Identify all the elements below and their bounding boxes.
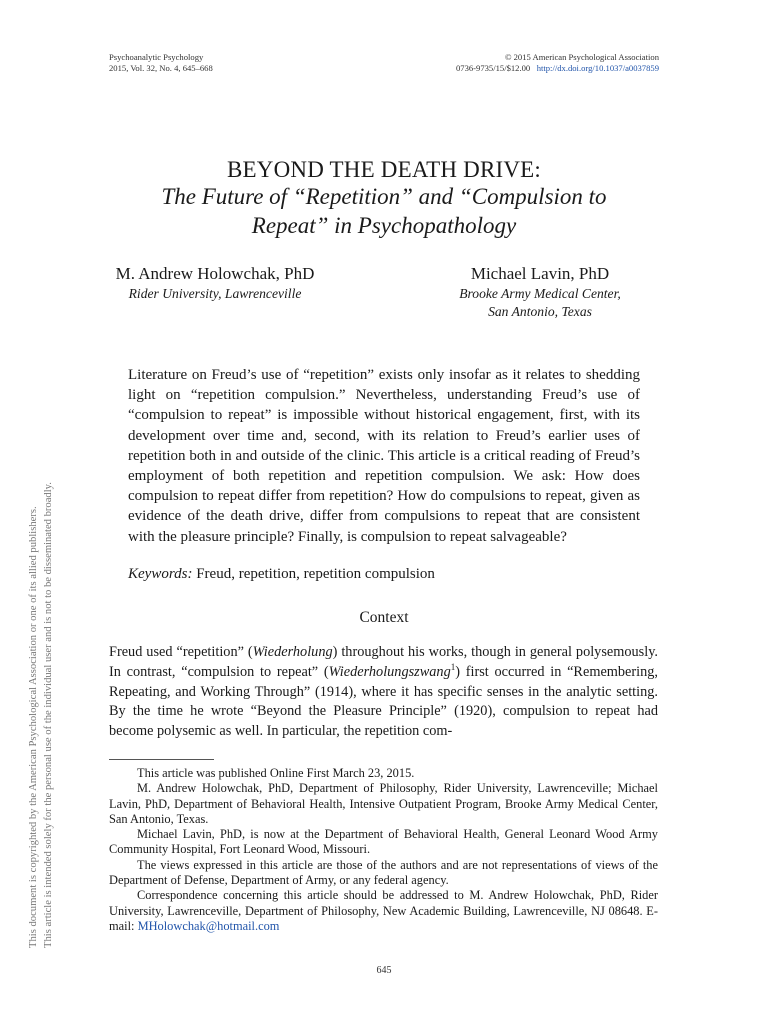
journal-header-right — [456, 52, 659, 73]
author-block-1 — [100, 263, 330, 303]
correspondence-text: Correspondence concerning this article should be addressed to M. Andrew Holowchak, PhD, Rider University, Lawrenceville, Department of Philosophy, New Academic Building, Lawrenceville, NJ 08648. E-mail: — [109, 888, 658, 933]
footnote-published: This article was published Online First March 23, 2015. — [137, 766, 415, 780]
body-text-segment: ) first occurred in “Remembering, Repeating, and Working Through” (1914), where it has specific senses in the analytic setting. By the time he wrote “Beyond the Pleasure Principle” (1920), compulsion to repeat had become polysemic as well. In particular, the repetition com- — [109, 663, 659, 740]
footnotes — [109, 766, 658, 934]
footnote-correspondence — [109, 888, 658, 934]
footnote-affiliations: M. Andrew Holowchak, PhD, Department of Philosophy, Rider University, Lawrenceville; Michael Lavin, PhD, Department of Behavioral Health, Intensive Outpatient Program, Brooke Army Medical Center, San Antonio, Texas. — [109, 781, 658, 826]
footnote-marker[interactable]: 1 — [450, 662, 456, 673]
author-block-2 — [420, 263, 660, 321]
copyright-side-notice — [26, 0, 56, 948]
article-subtitle — [100, 183, 668, 240]
journal-name: Psychoanalytic Psychology — [109, 52, 204, 62]
author-affiliation: Brooke Army Medical Center, — [459, 286, 621, 301]
doi-link[interactable]: http://dx.doi.org/10.1037/a0037859 — [536, 62, 659, 73]
author-name: Michael Lavin, PhD — [470, 264, 610, 283]
page-number: 645 — [376, 965, 392, 976]
subtitle-line-1: The Future of “Repetition” and “Compulsion to — [161, 184, 607, 209]
german-term: Wiederholungszwang — [328, 663, 451, 680]
body-paragraph — [109, 643, 658, 742]
subtitle-line-2: Repeat” in Psychopathology — [251, 212, 517, 238]
issn-doi-line — [456, 63, 659, 74]
german-term: Wiederholung — [252, 644, 333, 660]
journal-header-left — [109, 52, 213, 73]
author-affiliation-line-2: San Antonio, Texas — [488, 304, 592, 319]
footnote-views: The views expressed in this article are those of the authors and are not representations of views of the Department of Defense, Department of Army, or any federal agency. — [109, 857, 658, 888]
side-notice-line-2: This article is intended solely for the personal use of the individual user and is not to be disseminated broadly. — [43, 482, 54, 948]
copyright-line: © 2015 American Psychological Association — [504, 52, 659, 62]
article-title: BEYOND THE DEATH DRIVE: — [226, 157, 541, 182]
author-affiliation: Rider University, Lawrenceville — [128, 286, 302, 301]
author-name: M. Andrew Holowchak, PhD — [115, 264, 315, 283]
journal-volume: 2015, Vol. 32, No. 4, 645–668 — [109, 62, 213, 73]
section-heading: Context — [359, 609, 409, 626]
issn: 0736-9735/15/$12.00 — [455, 62, 531, 73]
body-text-segment: ) throughout his works, though in general polysemously. In contrast, “compulsion to repeat” ( — [109, 644, 658, 680]
footnote-divider — [109, 759, 214, 760]
email-link[interactable]: MHolowchak@hotmail.com — [137, 918, 280, 933]
keywords-list: Freud, repetition, repetition compulsion — [196, 566, 435, 582]
keywords-label: Keywords: — [128, 566, 193, 582]
body-text-segment: Freud used “repetition” ( — [109, 644, 253, 660]
abstract: Literature on Freud’s use of “repetition” exists only insofar as it relates to shedding light on “repetition compulsion.” Nevertheless, understanding Freud’s use of “compulsion to repeat” is impossible without historical engagement, first, with its development over time and, second, with its relation to Freud’s earlier uses of repetition both in and outside of the clinic. This article is a critical reading of Freud’s employment of both repetition and repetition compulsion. We ask: How does compulsion to repeat differ from repetition? How do compulsions to repeat, given as evidence of the death drive, differ from compulsions to repeat that are consistent with the pleasure principle? Finally, is compulsion to repeat salvageable? — [128, 367, 640, 545]
keywords-line — [128, 564, 640, 584]
side-notice-line-1: This document is copyrighted by the American Psychological Association or one of its allied publishers. — [28, 506, 39, 948]
footnote-now-at: Michael Lavin, PhD, is now at the Department of Behavioral Health, General Leonard Wood Army Community Hospital, Fort Leonard Wood, Missouri. — [109, 827, 658, 857]
